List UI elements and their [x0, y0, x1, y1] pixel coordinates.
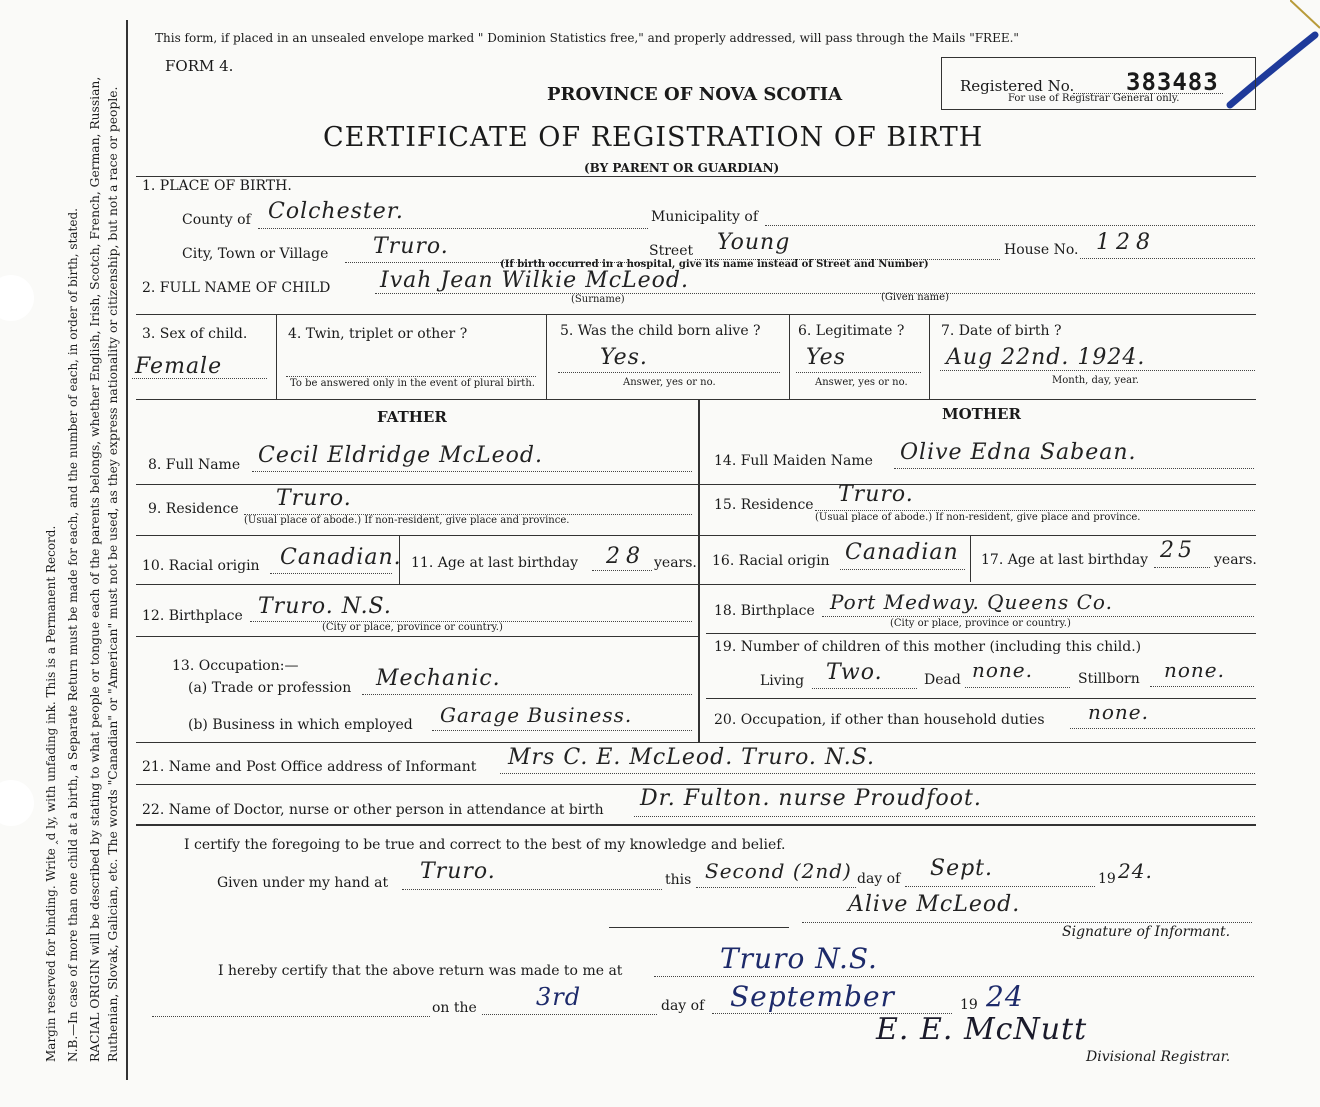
street-label: Street — [649, 243, 694, 259]
mother-racial-label: 16. Racial origin — [712, 553, 830, 569]
vrule-4 — [546, 314, 547, 399]
house-line — [1080, 258, 1255, 259]
mother-occ-value: none. — [1088, 700, 1149, 724]
registrar-on-label: on the — [432, 1000, 477, 1016]
registrar-signature: E. E. McNutt — [876, 1012, 1088, 1047]
twin-line — [286, 376, 536, 377]
mother-age-value: 25 — [1160, 538, 1196, 563]
twin-note: To be answered only in the event of plural birth. — [290, 378, 535, 389]
mother-age-label: 17. Age at last birthday — [981, 552, 1149, 568]
father-age-value: 28 — [606, 544, 646, 569]
registrar-day-value: 3rd — [536, 983, 582, 1011]
father-trade-line — [362, 694, 692, 695]
stillborn-value: none. — [1164, 658, 1225, 682]
margin-note-racial-origin-2: Ruthenian, Slovak, Galician, etc. The words "Canadian" or "American" must not be used, as they express nationality or citizenship, but not a race or people. — [106, 86, 120, 1062]
rule-6 — [136, 584, 1256, 585]
father-trade-value: Mechanic. — [376, 666, 501, 691]
cert-year-value: 24. — [1118, 859, 1153, 883]
cert-month-value: Sept. — [930, 856, 994, 881]
rule-7-right — [706, 633, 1256, 634]
registrar-blank-line — [152, 1016, 430, 1017]
mother-age-line — [1154, 567, 1210, 568]
mother-name-label: 14. Full Maiden Name — [714, 453, 873, 469]
form-number: FORM 4. — [165, 57, 234, 75]
house-value: 128 — [1096, 230, 1156, 255]
father-bp-note: (City or place, province or country.) — [322, 622, 503, 633]
father-name-label: 8. Full Name — [148, 457, 241, 473]
informant-value: Mrs C. E. McLeod. Truro. N.S. — [508, 745, 876, 770]
cert-day-line — [696, 887, 856, 888]
father-age-label: 11. Age at last birthday — [411, 555, 579, 571]
father-res-label: 9. Residence — [148, 501, 239, 517]
registrar-statement: I hereby certify that the above return was made to me at — [218, 963, 623, 979]
center-divider — [698, 399, 700, 742]
rule-11 — [136, 824, 1256, 826]
mother-occ-line — [1070, 728, 1255, 729]
legit-value: Yes — [806, 345, 846, 370]
mother-res-label: 15. Residence — [714, 497, 814, 513]
mother-name-value: Olive Edna Sabean. — [900, 440, 1137, 465]
registrar-year-value: 24 — [986, 980, 1024, 1013]
rule-top — [136, 176, 1256, 177]
rule-10 — [136, 784, 1256, 785]
legit-label: 6. Legitimate ? — [798, 323, 905, 339]
street-note: (If birth occurred in a hospital, give its name instead of Street and Number) — [500, 259, 929, 270]
given-name-note: (Given name) — [881, 292, 949, 303]
twin-label: 4. Twin, triplet or other ? — [288, 326, 468, 342]
legit-note: Answer, yes or no. — [815, 377, 908, 388]
given-label: Given under my hand at — [217, 875, 389, 891]
municipality-label: Municipality of — [651, 209, 759, 225]
county-value: Colchester. — [268, 199, 404, 224]
dob-value: Aug 22nd. 1924. — [946, 345, 1146, 370]
cert-year-prefix: 19 — [1098, 871, 1116, 887]
mother-name-line — [894, 468, 1254, 469]
certify-statement: I certify the foregoing to be true and correct to the best of my knowledge and belief. — [184, 837, 786, 853]
province-heading: PROVINCE OF NOVA SCOTIA — [547, 84, 843, 105]
rule-7-left — [136, 636, 698, 637]
mother-age-unit: years. — [1214, 552, 1257, 568]
municipality-line — [765, 225, 1255, 226]
children-label: 19. Number of children of this mother (including this child.) — [714, 639, 1142, 655]
street-value: Young — [717, 230, 791, 255]
city-value: Truro. — [373, 234, 449, 259]
mother-heading: MOTHER — [942, 405, 1021, 423]
doctor-line — [634, 816, 1255, 817]
mail-notice: This form, if placed in an unsealed envelope marked " Dominion Statistics free," and properly addressed, will pass through the Mails "FREE." — [155, 31, 1019, 45]
cert-dayof-label: day of — [857, 871, 901, 887]
mother-res-note: (Usual place of abode.) If non-resident, give place and province. — [815, 512, 1141, 523]
page-title: CERTIFICATE OF REGISTRATION OF BIRTH — [323, 122, 984, 153]
alive-note: Answer, yes or no. — [623, 377, 716, 388]
informant-signature: Alive McLeod. — [848, 892, 1021, 917]
living-line — [812, 688, 917, 689]
binding-hole-bottom — [0, 780, 34, 826]
vrule-mother-age — [970, 535, 971, 582]
registered-label: Registered No. — [960, 77, 1075, 95]
registrar-place-line — [654, 976, 1254, 977]
registrar-year-prefix: 19 — [960, 997, 978, 1013]
cert-month-line — [905, 886, 1095, 887]
rule-3 — [136, 399, 1256, 400]
house-label: House No. — [1004, 242, 1079, 258]
place-of-birth-label: 1. PLACE OF BIRTH. — [142, 178, 292, 194]
mother-racial-value: Canadian — [845, 540, 959, 565]
rule-4 — [136, 484, 1256, 485]
father-bp-label: 12. Birthplace — [142, 608, 243, 624]
county-line — [258, 228, 648, 229]
dead-line — [965, 687, 1070, 688]
father-biz-line — [432, 730, 692, 731]
father-racial-value: Canadian. — [280, 545, 402, 570]
stillborn-label: Stillborn — [1078, 671, 1140, 687]
dead-label: Dead — [924, 672, 961, 688]
mother-bp-note: (City or place, province or country.) — [890, 618, 1071, 629]
father-name-line — [252, 471, 692, 472]
father-occ-label: 13. Occupation:— — [172, 658, 299, 674]
registered-number: 383483 — [1126, 68, 1219, 96]
alive-label: 5. Was the child born alive ? — [560, 323, 761, 339]
corner-fold-mark — [1290, 0, 1320, 30]
margin-note-multiple-births: N.B.—In case of more than one child at a birth, a Separate Return must be made for each, and the number of each, in order of birth, stated. — [66, 208, 80, 1062]
registrar-day-line — [482, 1014, 657, 1015]
rule-9 — [136, 742, 1256, 743]
father-age-line — [592, 570, 652, 571]
informant-sig-label: Signature of Informant. — [1062, 924, 1231, 940]
rule-8-right — [706, 698, 1256, 699]
child-name-line — [375, 293, 1255, 294]
registrar-only-note: For use of Registrar General only. — [1008, 93, 1180, 104]
margin-note-racial-origin-1: RACIAL ORIGIN will be described by stating to what people or tongue each of the parents belongs, whether English, Irish, Scotch, French, German, Russian, — [88, 76, 102, 1062]
cert-day-value: Second (2nd) — [705, 859, 852, 883]
mother-bp-value: Port Medway. Queens Co. — [830, 590, 1113, 614]
living-label: Living — [760, 673, 805, 689]
mother-occ-label: 20. Occupation, if other than household duties — [714, 712, 1045, 728]
doctor-value: Dr. Fulton. nurse Proudfoot. — [640, 786, 982, 811]
given-place-value: Truro. — [420, 859, 496, 884]
given-place-line — [402, 889, 662, 890]
registrar-sig-label: Divisional Registrar. — [1086, 1049, 1231, 1065]
living-value: Two. — [826, 660, 883, 685]
alive-line — [558, 372, 780, 373]
registrar-place-value: Truro N.S. — [720, 942, 878, 975]
dob-line — [940, 370, 1255, 371]
legit-line — [796, 372, 921, 373]
page-subtitle: (BY PARENT OR GUARDIAN) — [584, 161, 780, 175]
sex-value: Female — [135, 354, 223, 379]
father-racial-label: 10. Racial origin — [142, 558, 260, 574]
alive-value: Yes. — [600, 345, 648, 370]
father-age-unit: years. — [654, 555, 697, 571]
father-bp-value: Truro. N.S. — [258, 594, 392, 619]
stillborn-line — [1150, 686, 1254, 687]
dob-label: 7. Date of birth ? — [941, 323, 1062, 339]
child-name-value: Ivah Jean Wilkie McLeod. — [380, 268, 689, 293]
registrar-dayof-label: day of — [661, 998, 705, 1014]
mother-bp-label: 18. Birthplace — [714, 603, 815, 619]
mother-res-line — [815, 510, 1255, 511]
father-biz-label: (b) Business in which employed — [188, 717, 413, 733]
county-label: County of — [182, 212, 251, 228]
mother-res-value: Truro. — [838, 482, 914, 507]
dead-value: none. — [972, 658, 1033, 682]
father-res-note: (Usual place of abode.) If non-resident, give place and province. — [244, 515, 570, 526]
mother-racial-line — [840, 569, 965, 570]
rule-5 — [136, 535, 1256, 536]
vrule-3 — [276, 314, 277, 399]
surname-note: (Surname) — [571, 294, 625, 305]
doctor-label: 22. Name of Doctor, nurse or other person in attendance at birth — [142, 802, 604, 818]
informant-label: 21. Name and Post Office address of Informant — [142, 759, 477, 775]
sex-label: 3. Sex of child. — [142, 326, 248, 342]
vrule-6 — [929, 314, 930, 399]
mother-bp-line — [822, 616, 1254, 617]
informant-sig-line — [802, 922, 1252, 923]
this-label: this — [665, 872, 692, 888]
binding-hole-top — [0, 275, 34, 321]
informant-line — [500, 773, 1255, 774]
dob-note: Month, day, year. — [1052, 375, 1139, 386]
rule-2 — [136, 314, 1256, 315]
vrule-5 — [789, 314, 790, 399]
child-name-label: 2. FULL NAME OF CHILD — [142, 280, 331, 296]
registrar-month-value: September — [730, 980, 895, 1013]
father-res-value: Truro. — [276, 486, 352, 511]
father-racial-line — [270, 573, 392, 574]
margin-rule — [126, 20, 128, 1080]
registrar-divider — [609, 927, 789, 928]
city-label: City, Town or Village — [182, 246, 329, 262]
father-trade-label: (a) Trade or profession — [188, 680, 352, 696]
father-biz-value: Garage Business. — [440, 703, 633, 727]
father-name-value: Cecil Eldridge McLeod. — [258, 443, 543, 468]
margin-note-binding: Margin reserved for binding. Write ‸d ly, with unfading ink. This is a Permanent Record. — [44, 525, 58, 1062]
sex-line — [132, 378, 267, 379]
father-heading: FATHER — [377, 408, 447, 426]
